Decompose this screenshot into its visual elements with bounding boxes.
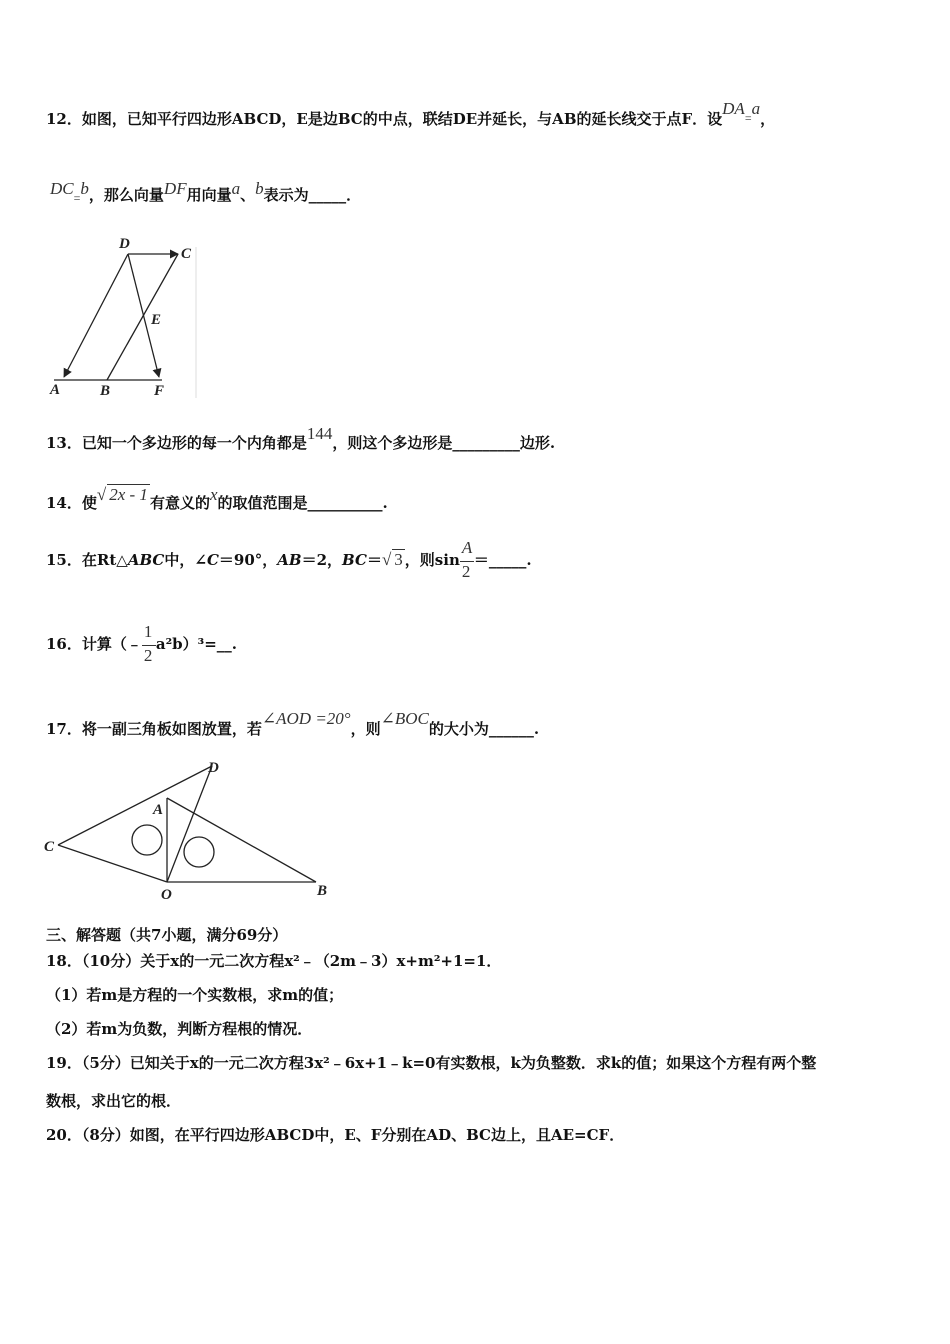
q13-angle: 144 xyxy=(306,424,333,443)
q12-vector-df: DF xyxy=(163,179,187,198)
label-b2: B xyxy=(317,883,328,899)
q18: 18．（10分）关于x的一元二次方程x²﹣（2m﹣3）x+m²+1=1． xyxy=(46,952,502,970)
q15-num: A xyxy=(461,538,473,557)
label-a2: A xyxy=(153,802,164,818)
q15-root: 3 xyxy=(394,550,403,569)
q14-mid: 有意义的 xyxy=(149,494,210,512)
hole-right xyxy=(184,837,214,867)
q14-pre: 14．使 xyxy=(46,494,97,512)
q16-den: 2 xyxy=(143,646,153,665)
q12-figure xyxy=(40,232,210,402)
q13-pre: 13．已知一个多边形的每一个内角都是 xyxy=(46,434,307,452)
q12-vector-da: DA xyxy=(722,99,745,118)
q14-post: 的取值范围是__________. xyxy=(217,494,388,512)
q12-vector-a2: a xyxy=(231,179,241,198)
q12-eq1: = xyxy=(744,111,752,125)
label-b: B xyxy=(100,383,111,399)
q17-pre: 17．将一副三角板如图放置，若 xyxy=(46,720,262,738)
q15-mid1: 中，∠ xyxy=(164,551,207,569)
q12-line1 xyxy=(46,99,776,129)
q20: 20．（8分）如图，在平行四边形ABCD中，E、F分别在AD、BC边上，且AE=CF． xyxy=(46,1126,625,1144)
q12-sep: 、 xyxy=(240,186,256,204)
q13 xyxy=(46,424,556,453)
q19-line2: 数根，求出它的根． xyxy=(46,1092,182,1110)
q17-angle1: ∠AOD =20° xyxy=(261,709,351,728)
q12-vector-a: a xyxy=(751,99,761,118)
q15 xyxy=(46,538,532,584)
q15-rt: Rt△ xyxy=(96,551,128,569)
q16-post: a²b）³=__. xyxy=(155,635,238,653)
q15-fraction xyxy=(460,538,474,584)
q14 xyxy=(46,485,388,513)
q15-ab: AB xyxy=(277,551,302,569)
q15-mid2: ＝90°， xyxy=(218,551,278,569)
q15-pre: 15．在 xyxy=(46,551,97,569)
q17-post: 的大小为______. xyxy=(428,720,540,738)
q12-line2 xyxy=(50,179,362,205)
q16-num: 1 xyxy=(143,622,153,641)
label-c2: C xyxy=(44,839,55,855)
label-o2: O xyxy=(161,887,172,903)
q15-bc: BC xyxy=(342,551,367,569)
q12-tail1: ， xyxy=(760,110,776,128)
q16 xyxy=(46,622,237,668)
q19-line1: 19．（5分）已知关于x的一元二次方程3x²﹣6x+1﹣k=0有实数根，k为负整数．求k的值；如果这个方程有两个整 xyxy=(46,1054,817,1072)
q14-radical-sign: √ xyxy=(96,485,107,504)
q16-fraction xyxy=(142,622,156,668)
section-3-heading: 三、解答题（共7小题，满分69分） xyxy=(46,926,288,944)
label-a: A xyxy=(50,382,61,398)
q15-mid4: ＝ xyxy=(366,551,382,569)
label-d2: D xyxy=(208,760,219,776)
q15-c: C xyxy=(206,551,219,569)
q12-eq2: = xyxy=(73,191,81,205)
q16-pre: 16．计算（﹣ xyxy=(46,635,142,653)
q17 xyxy=(46,709,540,739)
q12-mid2: ，那么向量 xyxy=(88,186,164,204)
q15-abc: ABC xyxy=(127,551,165,569)
label-d: D xyxy=(119,236,130,252)
label-c: C xyxy=(181,246,192,262)
q18-part2: （2）若m为负数，判断方程根的情况． xyxy=(46,1020,313,1038)
q15-den: 2 xyxy=(461,562,471,581)
q12-vector-b2: b xyxy=(255,179,264,198)
label-e: E xyxy=(151,312,162,328)
q12-tail2: 表示为_____． xyxy=(263,186,362,204)
q14-radicand: 2x - 1 xyxy=(109,485,148,504)
q14-var-x: x xyxy=(209,485,218,504)
seg-od xyxy=(167,766,212,882)
q17-figure xyxy=(40,756,340,906)
q12-vector-dc: DC xyxy=(50,179,74,198)
q15-post: ＝_____. xyxy=(473,551,532,569)
q12-mid3: 用向量 xyxy=(186,186,232,204)
q15-mid5: ，则sin xyxy=(404,551,460,569)
seg-co xyxy=(58,845,167,882)
q17-angle2: ∠BOC xyxy=(380,709,429,728)
q13-post: ，则这个多边形是_________边形. xyxy=(332,434,556,452)
q12-text: 12．如图，已知平行四边形ABCD，E是边BC的中点，联结DE并延长，与AB的延长线交于点F．设 xyxy=(46,110,723,128)
q17-mid: ，则 xyxy=(350,720,381,738)
label-f: F xyxy=(154,383,165,399)
q15-radical-sign: √ xyxy=(381,550,392,569)
q15-mid3: ＝2， xyxy=(301,551,343,569)
seg-cd xyxy=(58,766,212,845)
hole-left xyxy=(132,825,162,855)
q18-part1: （1）若m是方程的一个实数根，求m的值； xyxy=(46,986,344,1004)
q12-vector-b: b xyxy=(80,179,89,198)
